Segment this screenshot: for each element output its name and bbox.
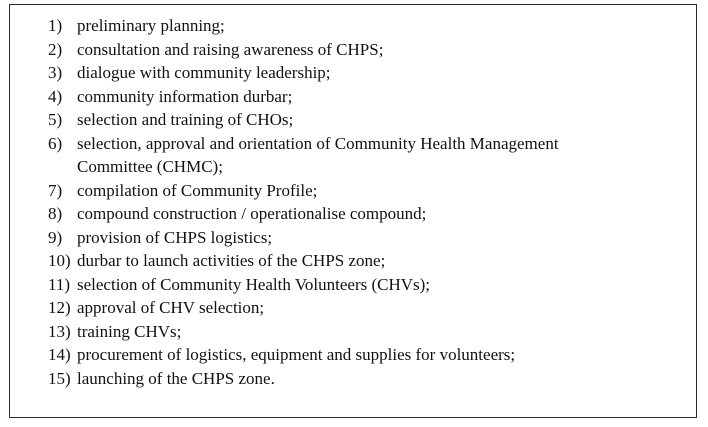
list-item: [48, 343, 688, 367]
step-text: compilation of Community Profile;: [77, 180, 318, 200]
step-text: consultation and raising awareness of CHPS;: [77, 39, 384, 59]
list-item: [48, 202, 688, 226]
step-number: 4): [48, 86, 63, 106]
step-number: 14): [48, 345, 71, 364]
step-number: 12): [48, 298, 71, 317]
step-number: 11): [48, 274, 71, 294]
step-text: launching of the CHPS zone.: [77, 368, 275, 388]
steps-box: [9, 4, 697, 418]
list-item: [48, 249, 688, 273]
list-item: [48, 273, 688, 297]
step-number: 8): [48, 204, 63, 223]
step-number: 9): [48, 227, 63, 247]
step-number: 3): [48, 63, 63, 82]
list-item: [48, 320, 688, 344]
step-text: procurement of logistics, equipment and supplies for volunteers;: [77, 345, 516, 364]
step-number: 7): [48, 180, 63, 200]
list-item: [48, 132, 688, 179]
list-item: [48, 226, 688, 250]
step-text: dialogue with community leadership;: [77, 63, 331, 82]
step-number: 6): [48, 133, 63, 153]
step-number: 5): [48, 110, 63, 129]
step-text: community information durbar;: [77, 86, 293, 106]
step-text: selection, approval and orientation of Community Health Management Committee (CHMC);: [77, 133, 559, 176]
list-item: [48, 179, 688, 203]
step-number: 13): [48, 321, 71, 341]
step-text: approval of CHV selection;: [77, 298, 265, 317]
list-item: [48, 108, 688, 132]
step-text: compound construction / operationalise compound;: [77, 204, 427, 223]
step-text: preliminary planning;: [77, 16, 225, 35]
step-number: 2): [48, 39, 63, 59]
list-item: [48, 85, 688, 109]
step-number: 15): [48, 368, 71, 388]
list-item: [48, 296, 688, 320]
list-item: [48, 14, 688, 38]
step-text: durbar to launch activities of the CHPS zone;: [77, 251, 386, 270]
step-text: selection and training of CHOs;: [77, 110, 294, 129]
step-text: selection of Community Health Volunteers (CHVs);: [77, 274, 431, 294]
list-item: [48, 367, 688, 391]
step-number: 1): [48, 16, 63, 35]
step-number: 10): [48, 251, 71, 270]
list-item: [48, 61, 688, 85]
steps-list: [48, 14, 688, 390]
step-text: provision of CHPS logistics;: [77, 227, 273, 247]
step-text: training CHVs;: [77, 321, 182, 341]
list-item: [48, 38, 688, 62]
